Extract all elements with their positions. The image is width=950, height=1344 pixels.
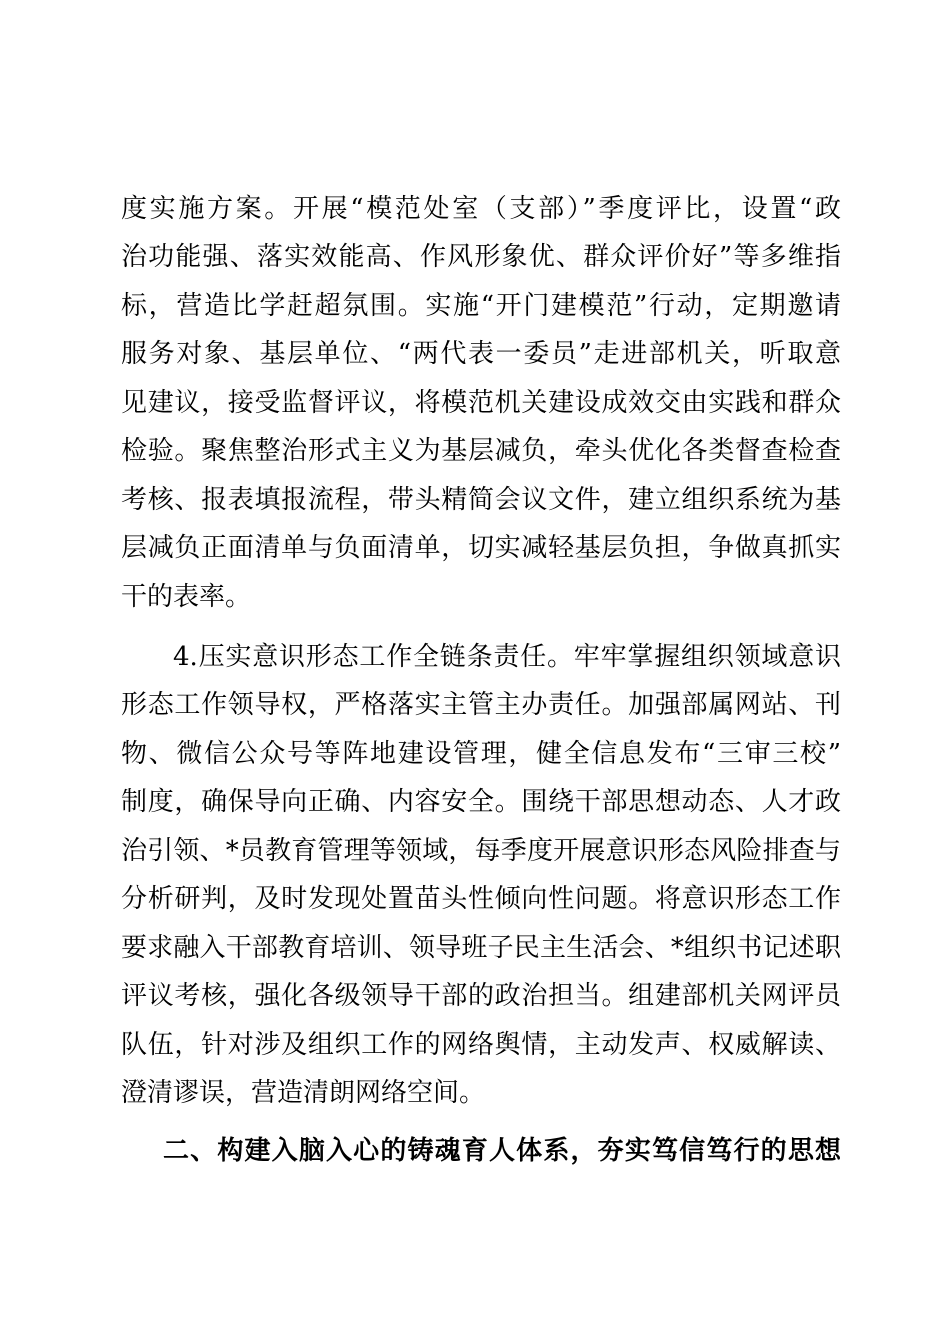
- paragraph-1-line-2: 治功能强、落实效能高、作风形象优、群众评价好”等多维指: [121, 242, 841, 272]
- paragraph-1-line-1: 度实施方案。开展“模范处室（支部）”季度评比，设置“政: [121, 194, 841, 224]
- paragraph-2-line-6: 分析研判，及时发现处置苗头性倾向性问题。将意识形态工作: [121, 884, 841, 914]
- paragraph-2-line-2: 形态工作领导权，严格落实主管主办责任。加强部属网站、刊: [121, 690, 841, 720]
- paragraph-1-line-3: 标，营造比学赶超氛围。实施“开门建模范”行动，定期邀请: [121, 291, 841, 321]
- paragraph-2-line-4: 制度，确保导向正确、内容安全。围绕干部思想动态、人才政: [121, 787, 841, 817]
- section-heading: 二、构建入脑入心的铸魂育人体系，夯实笃信笃行的思想: [163, 1136, 841, 1166]
- paragraph-1-line-6: 检验。聚焦整治形式主义为基层减负，牵头优化各类督查检查: [121, 436, 841, 466]
- paragraph-1-line-5: 见建议，接受监督评议，将模范机关建设成效交由实践和群众: [121, 388, 841, 418]
- paragraph-2-line-5: 治引领、*员教育管理等领域，每季度开展意识形态风险排查与: [121, 836, 841, 866]
- paragraph-1-line-4: 服务对象、基层单位、“两代表一委员”走进部机关，听取意: [121, 339, 841, 369]
- paragraph-2-line-7: 要求融入干部教育培训、领导班子民主生活会、*组织书记述职: [121, 933, 841, 963]
- paragraph-1-line-7: 考核、报表填报流程，带头精简会议文件，建立组织系统为基: [121, 485, 841, 515]
- paragraph-2-line-1: 4.压实意识形态工作全链条责任。牢牢掌握组织领域意识: [173, 642, 841, 672]
- paragraph-1-line-8: 层减负正面清单与负面清单，切实减轻基层负担，争做真抓实: [121, 533, 841, 563]
- paragraph-2-line-10: 澄清谬误，营造清朗网络空间。: [121, 1078, 486, 1108]
- paragraph-1-line-9: 干的表率。: [121, 582, 252, 612]
- paragraph-2-line-9: 队伍，针对涉及组织工作的网络舆情，主动发声、权威解读、: [121, 1030, 841, 1060]
- paragraph-2-line-8: 评议考核，强化各级领导干部的政治担当。组建部机关网评员: [121, 981, 841, 1011]
- paragraph-2-line-3: 物、微信公众号等阵地建设管理，健全信息发布“三审三校”: [121, 739, 841, 769]
